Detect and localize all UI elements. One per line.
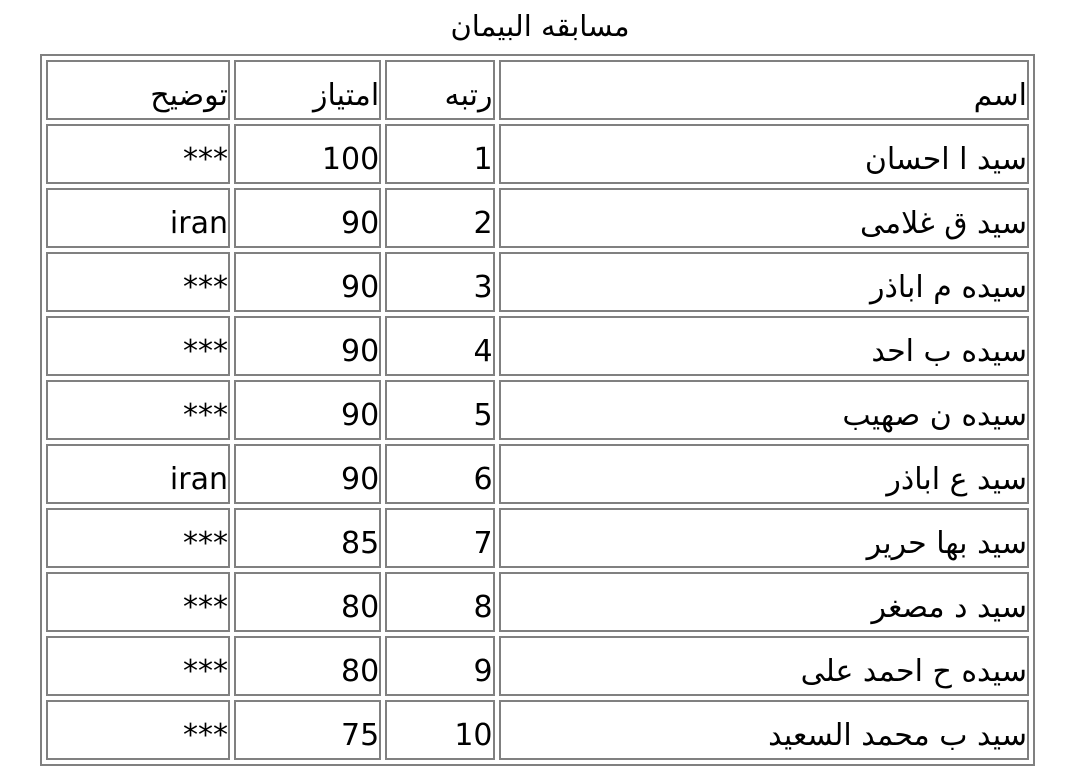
name-cell: سيد ق غلامی xyxy=(499,188,1029,248)
table-row xyxy=(46,508,1029,568)
table-row xyxy=(46,444,1029,504)
name-cell: سيد ب محمد السعيد xyxy=(499,700,1029,760)
note-cell: iran xyxy=(46,188,230,248)
score-cell: 90 xyxy=(234,252,381,312)
rank-cell: 7 xyxy=(385,508,494,568)
score-cell: 90 xyxy=(234,444,381,504)
note-cell: *** xyxy=(46,636,230,696)
score-cell: 100 xyxy=(234,124,381,184)
header-score: امتیاز xyxy=(234,60,381,120)
note-cell: *** xyxy=(46,572,230,632)
table-row xyxy=(46,252,1029,312)
name-cell: سيد بها حرير xyxy=(499,508,1029,568)
header-rank: رتبه xyxy=(385,60,494,120)
note-cell: *** xyxy=(46,700,230,760)
rank-cell: 3 xyxy=(385,252,494,312)
score-cell: 90 xyxy=(234,188,381,248)
rank-cell: 10 xyxy=(385,700,494,760)
table-row xyxy=(46,636,1029,696)
note-cell: *** xyxy=(46,380,230,440)
rank-cell: 8 xyxy=(385,572,494,632)
table-row xyxy=(46,572,1029,632)
name-cell: سيده ح احمد على xyxy=(499,636,1029,696)
name-cell: سيده ب احد xyxy=(499,316,1029,376)
header-row xyxy=(46,60,1029,120)
rank-cell: 1 xyxy=(385,124,494,184)
note-cell: *** xyxy=(46,252,230,312)
name-cell: سيد ع اباذر xyxy=(499,444,1029,504)
score-cell: 80 xyxy=(234,572,381,632)
table-row xyxy=(46,316,1029,376)
rank-cell: 9 xyxy=(385,636,494,696)
name-cell: سيده م اباذر xyxy=(499,252,1029,312)
note-cell: *** xyxy=(46,124,230,184)
rank-cell: 5 xyxy=(385,380,494,440)
name-cell: سيده ن صهيب xyxy=(499,380,1029,440)
rank-cell: 4 xyxy=(385,316,494,376)
rank-cell: 6 xyxy=(385,444,494,504)
score-cell: 90 xyxy=(234,380,381,440)
name-cell: سيد د مصغر xyxy=(499,572,1029,632)
score-cell: 80 xyxy=(234,636,381,696)
note-cell: iran xyxy=(46,444,230,504)
header-note: توضیح xyxy=(46,60,230,120)
leaderboard-table xyxy=(40,54,1035,766)
header-name: اسم xyxy=(499,60,1029,120)
table-row xyxy=(46,380,1029,440)
note-cell: *** xyxy=(46,316,230,376)
table-caption: مسابقه البيمان xyxy=(450,9,630,43)
table-row xyxy=(46,124,1029,184)
score-cell: 75 xyxy=(234,700,381,760)
score-cell: 85 xyxy=(234,508,381,568)
name-cell: سيد ا احسان xyxy=(499,124,1029,184)
score-cell: 90 xyxy=(234,316,381,376)
rank-cell: 2 xyxy=(385,188,494,248)
note-cell: *** xyxy=(46,508,230,568)
table-row xyxy=(46,188,1029,248)
table-row xyxy=(46,700,1029,760)
